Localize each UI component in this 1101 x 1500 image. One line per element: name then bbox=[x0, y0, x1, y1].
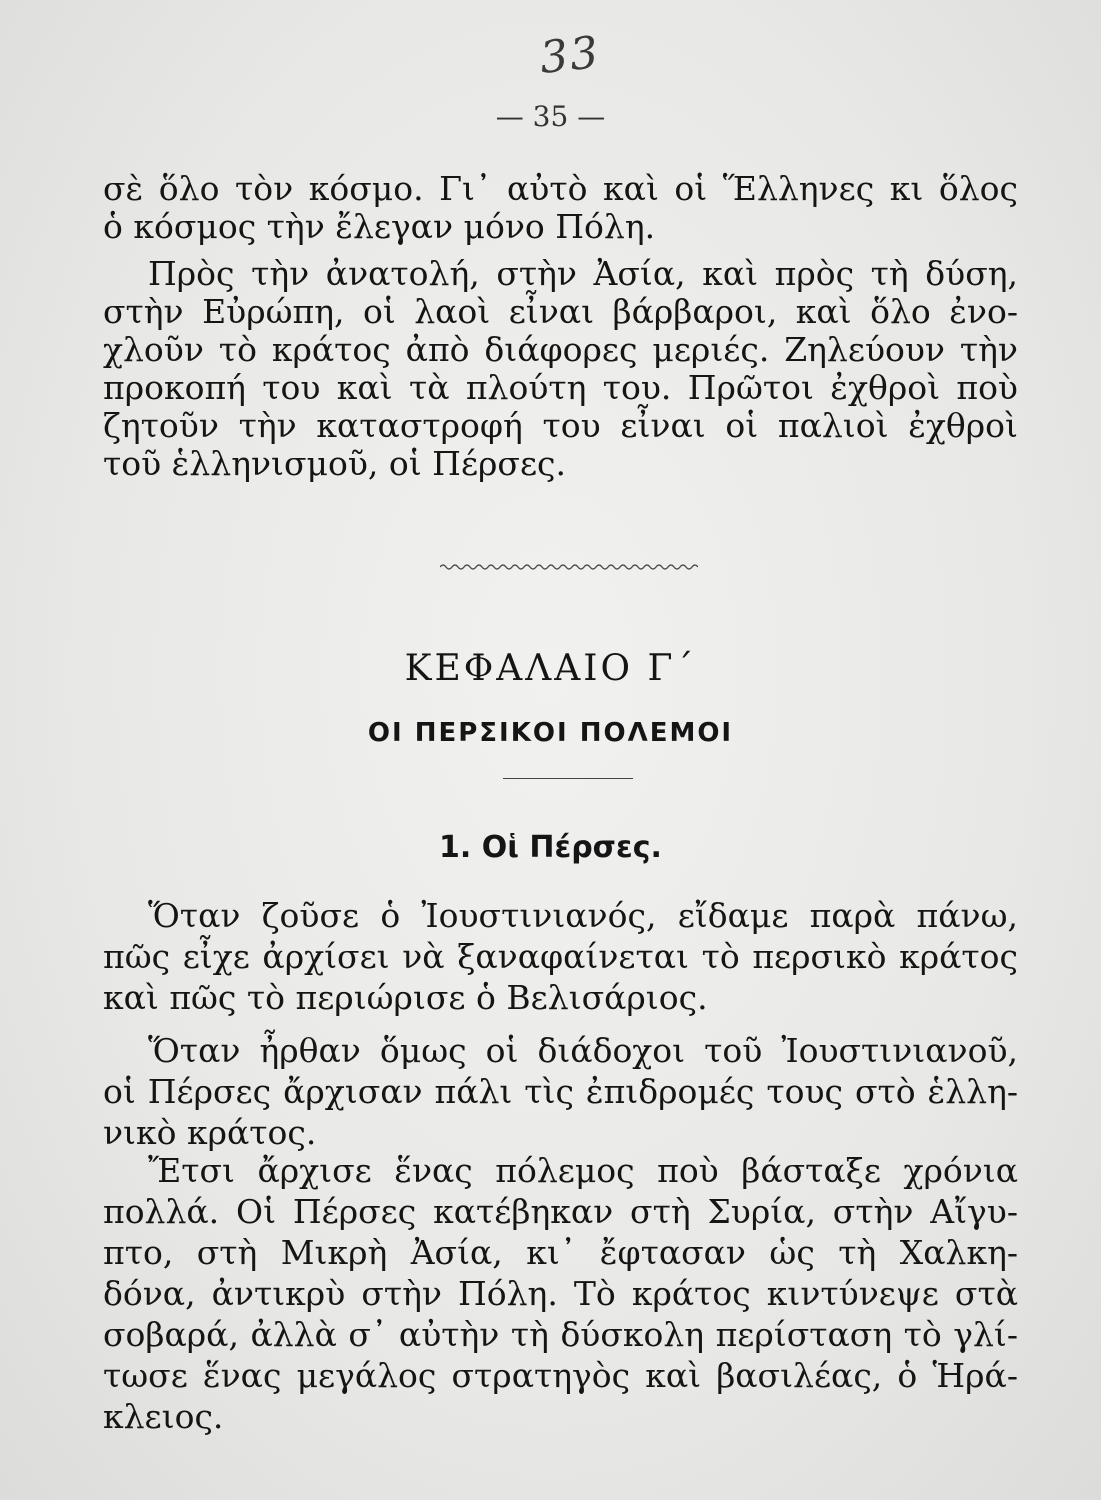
text-line: νικὸ κράτος. bbox=[103, 1113, 317, 1152]
paragraph-successors bbox=[103, 1030, 1018, 1153]
text-line: τωσε ἕνας μεγάλος στρατηγὸς καὶ βασιλέας, ὁ Ἡρά- bbox=[103, 1356, 1018, 1395]
paragraph-enemies bbox=[103, 255, 1018, 483]
text-line: χλοῦν τὸ κράτος ἀπὸ διάφορες μεριές. Ζηλεύουν τὴν bbox=[103, 330, 1018, 369]
text-line: ζητοῦν τὴν καταστροφή του εἶναι οἱ παλιοὶ ἐχθροὶ bbox=[103, 406, 1018, 445]
text-line: στὴν Εὐρώπη, οἱ λαοὶ εἶναι βάρβαροι, καὶ ὅλο ἐνο- bbox=[103, 292, 1018, 331]
text-line: καὶ πῶς τὸ περιώρισε ὁ Βελισάριος. bbox=[103, 978, 708, 1017]
text-line: οἱ Πέρσες ἄρχισαν πάλι τὶς ἐπιδρομές τους στὸ ἑλλη- bbox=[103, 1072, 1018, 1111]
page-number: — 35 — bbox=[495, 100, 606, 133]
text-line: προκοπή του καὶ τὰ πλούτη του. Πρῶτοι ἐχθροὶ ποὺ bbox=[103, 368, 1018, 407]
heading-rule bbox=[503, 778, 633, 779]
wavy-divider bbox=[440, 562, 698, 572]
text-line: ὁ κόσμος τὴν ἔλεγαν μόνο Πόλη. bbox=[103, 207, 656, 246]
text-line: πῶς εἶχε ἀρχίσει νὰ ξαναφαίνεται τὸ περσικὸ κράτος bbox=[103, 937, 1018, 976]
chapter-subtitle: ΟΙ ΠΕΡΣΙΚΟΙ ΠΟΛΕΜΟΙ bbox=[367, 718, 734, 748]
text-line: πτο, στὴ Μικρὴ Ἀσία, κι᾽ ἔφτασαν ὡς τὴ Χαλκη- bbox=[103, 1233, 1018, 1272]
text-line: σοβαρά, ἀλλὰ σ᾽ αὐτὴν τὴ δύσκολη περίσταση τὸ γλί- bbox=[103, 1315, 1018, 1354]
handwritten-page-number: 33 bbox=[537, 27, 603, 84]
paragraph-justinian bbox=[103, 895, 1018, 1018]
text-line: κλειος. bbox=[103, 1397, 224, 1436]
text-line: Πρὸς τὴν ἀνατολή, στὴν Ἀσία, καὶ πρὸς τὴ δύση, bbox=[148, 254, 1018, 293]
text-line: σὲ ὅλο τὸν κόσμο. Γι᾽ αὐτὸ καὶ οἱ Ἕλληνες κι ὅλος bbox=[103, 169, 1018, 208]
text-line: Ὅταν ζοῦσε ὁ Ἰουστινιανός, εἴδαμε παρὰ πάνω, bbox=[148, 896, 1018, 935]
text-line: πολλά. Οἱ Πέρσες κατέβηκαν στὴ Συρία, στὴν Αἴγυ- bbox=[103, 1192, 1018, 1231]
paragraph-continuation bbox=[103, 170, 1018, 246]
section-heading: 1. Οἱ Πέρσες. bbox=[439, 830, 662, 865]
text-line: Ὅταν ἦρθαν ὅμως οἱ διάδοχοι τοῦ Ἰουστινιανοῦ, bbox=[148, 1031, 1018, 1070]
chapter-heading: ΚΕΦΑΛΑΙΟ Γ΄ bbox=[404, 648, 697, 689]
text-line: Ἔτσι ἄρχισε ἕνας πόλεμος ποὺ βάσταξε χρόνια bbox=[148, 1151, 1018, 1190]
text-line: δόνα, ἀντικρὺ στὴν Πόλη. Τὸ κράτος κιντύνεψε στὰ bbox=[103, 1274, 1018, 1313]
paragraph-war bbox=[103, 1150, 1018, 1437]
text-line: τοῦ ἑλληνισμοῦ, οἱ Πέρσες. bbox=[103, 444, 567, 483]
